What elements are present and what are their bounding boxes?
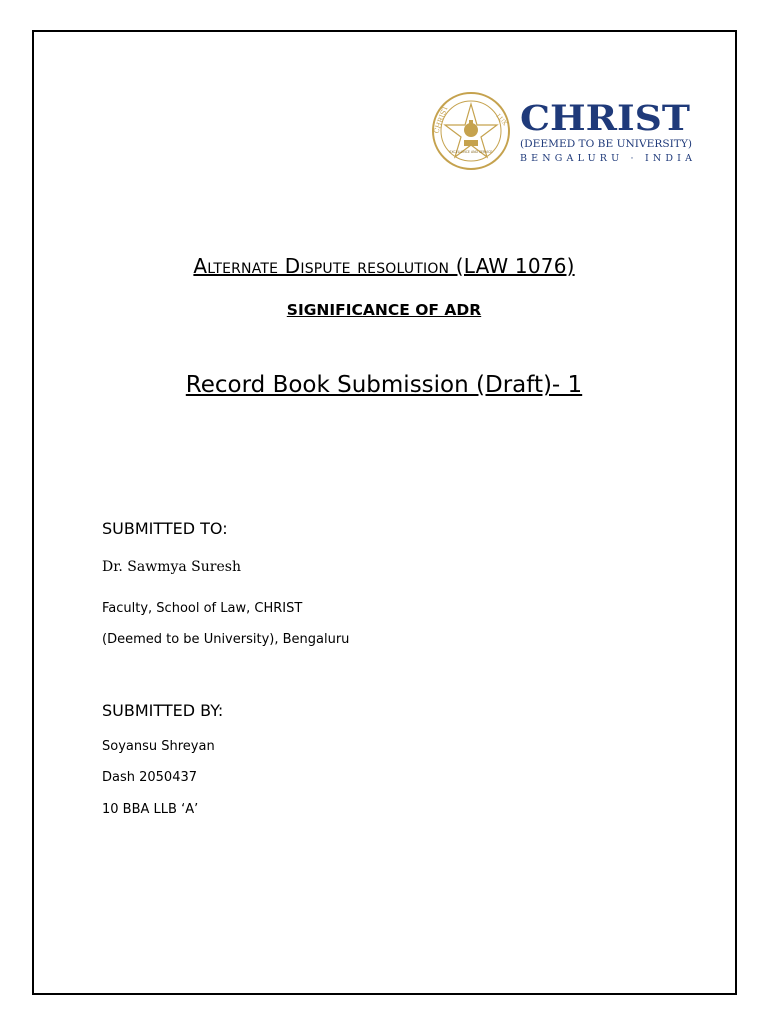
document-subtitle: SIGNIFICANCE OF ADR	[286, 301, 482, 319]
seal-motto: EXCELLENCE AND SERVICE	[449, 150, 493, 154]
logo-tagline: (DEEMED TO BE UNIVERSITY)	[520, 138, 692, 150]
seal-text-right: LUX	[494, 112, 509, 128]
seal-emblem-icon	[433, 93, 509, 169]
course-title: Alternate Dispute resolution (LAW 1076)	[193, 254, 575, 278]
seal-text-left: CHRIST	[432, 104, 450, 135]
submitted-to-name: Dr. Sawmya Suresh	[102, 559, 241, 575]
submitted-by-line3: 10 BBA LLB ‘A’	[102, 802, 199, 817]
submitted-to-line1: Faculty, School of Law, CHRIST	[102, 601, 303, 616]
page-border	[32, 30, 737, 995]
logo-location: BENGALURU · INDIA	[520, 153, 692, 164]
record-title: Record Book Submission (Draft)- 1	[185, 372, 583, 398]
christ-university-logo	[430, 90, 696, 172]
submitted-to-label: SUBMITTED TO:	[102, 519, 228, 538]
submitted-by-label: SUBMITTED BY:	[102, 701, 224, 720]
submitted-to-line2: (Deemed to be University), Bengaluru	[102, 632, 350, 647]
submitted-by-line2: Dash 2050437	[102, 770, 198, 785]
logo-name: CHRIST	[520, 98, 690, 139]
submitted-by-line1: Soyansu Shreyan	[102, 739, 215, 754]
